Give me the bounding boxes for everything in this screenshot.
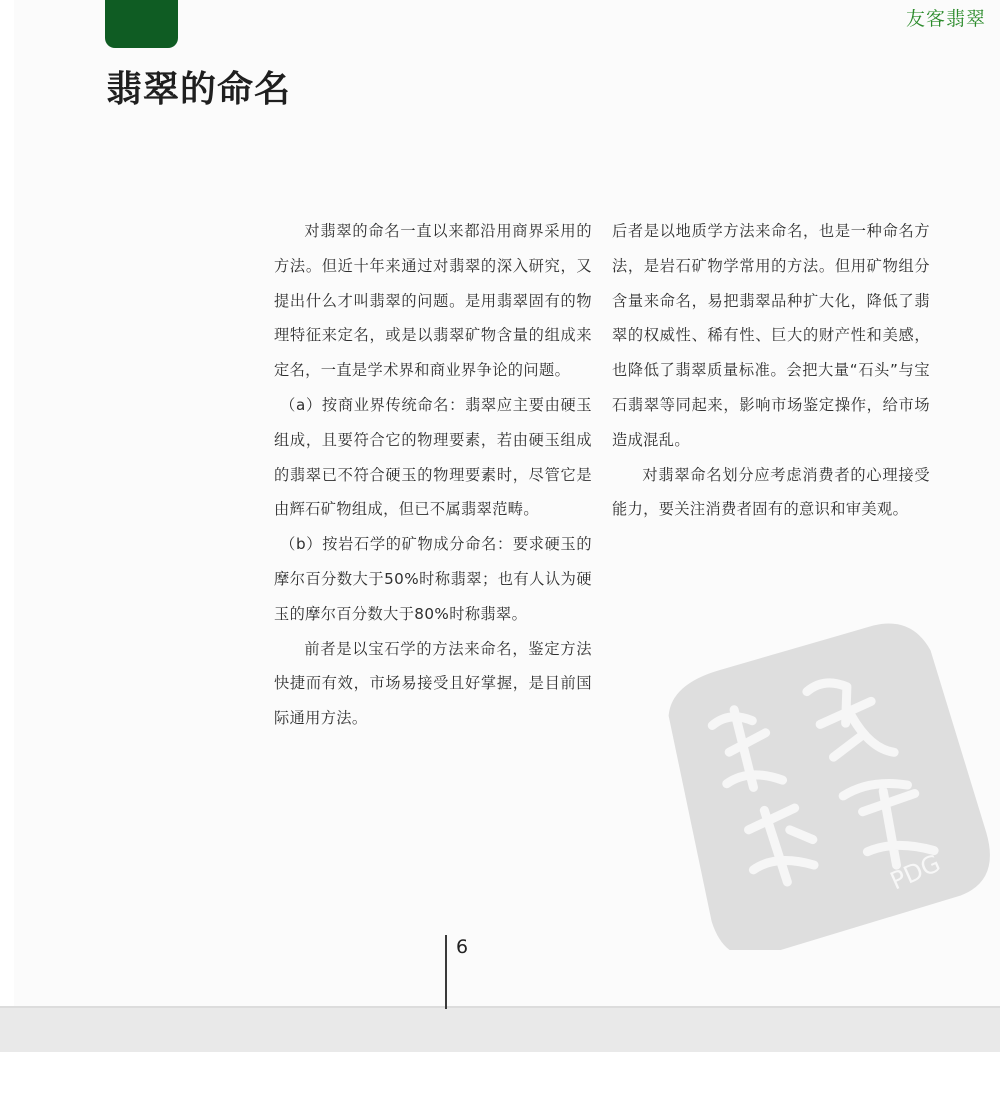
page-number-rule	[445, 935, 447, 1009]
site-watermark: 友客翡翠	[905, 8, 986, 30]
paragraph-former: 前者是以宝石学的方法来命名，鉴定方法快捷而有效，市场易接受且好掌握，是目前国际通用方法。	[274, 639, 592, 728]
seal-stamp-watermark	[660, 620, 990, 950]
paragraph-consumer: 对翡翠命名划分应考虑消费者的心理接受能力，要关注消费者固有的意识和审美观。	[612, 465, 930, 519]
page-number: 6	[456, 936, 469, 958]
right-text-column	[612, 214, 930, 527]
paragraph-latter: 后者是以地质学方法来命名，也是一种命名方法，是岩石矿物学常用的方法。但用矿物组分含量来命名，易把翡翠品种扩大化，降低了翡翠的权威性、稀有性、巨大的财产性和美感，也降低了翡翠质量标准。会把大量“石头”与宝石翡翠等同起来，影响市场鉴定操作，给市场造成混乱。	[612, 222, 930, 449]
chapter-tab	[105, 0, 178, 48]
page-title: 翡翠的命名	[106, 69, 292, 110]
stamp-label: PDG	[886, 848, 945, 896]
scan-background-band	[0, 1008, 1000, 1052]
paragraph-item-b: （b）按岩石学的矿物成分命名：要求硬玉的摩尔百分数大于50%时称翡翠；也有人认为硬玉的摩尔百分数大于80%时称翡翠。	[274, 535, 592, 623]
left-text-column	[274, 214, 592, 736]
paragraph-item-a: （a）按商业界传统命名：翡翠应主要由硬玉组成，且要符合它的物理要素，若由硬玉组成的翡翠已不符合硬玉的物理要素时，尽管它是由辉石矿物组成，但已不属翡翠范畴。	[274, 395, 592, 519]
paragraph-intro: 对翡翠的命名一直以来都沿用商界采用的方法。但近十年来通过对翡翠的深入研究，又提出什么才叫翡翠的问题。是用翡翠固有的物理特征来定名，或是以翡翠矿物含量的组成来定名，一直是学术界和商业界争论的问题。	[274, 222, 592, 380]
